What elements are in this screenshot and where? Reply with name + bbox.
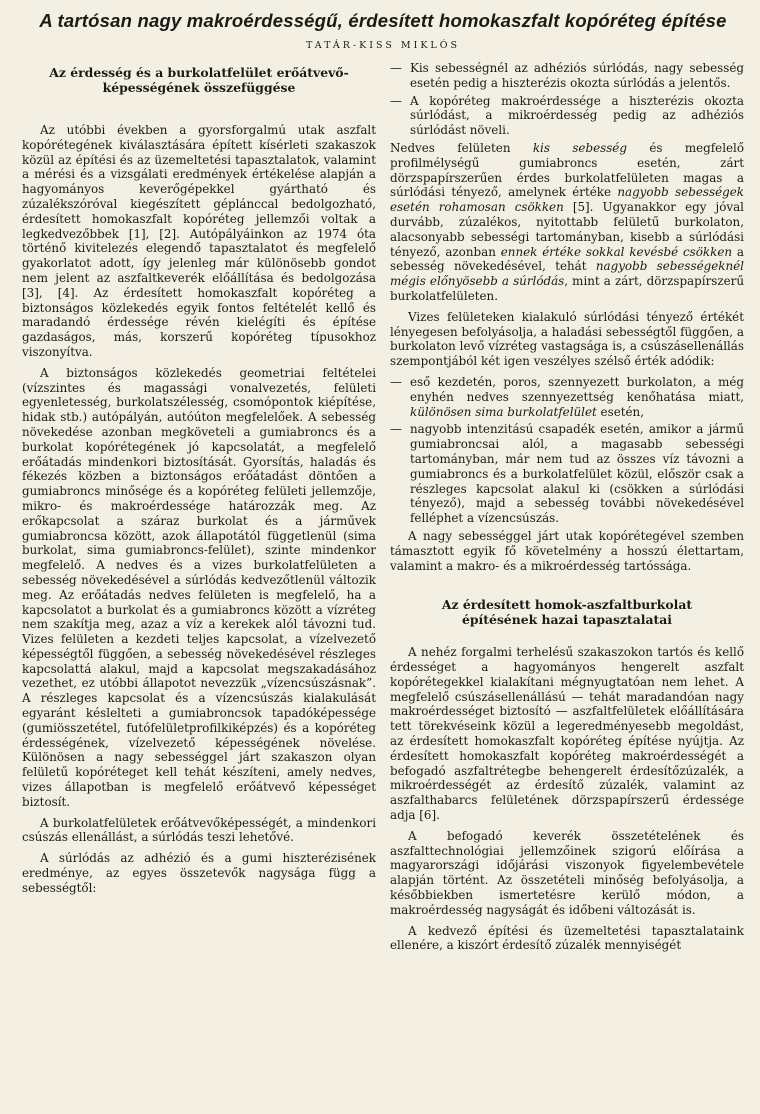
bullet-list	[390, 61, 744, 138]
paragraph: A súrlódás az adhézió és a gumi hiszterézisének eredménye, az egyes összetevők nagysága függ a sebességtől:	[22, 851, 376, 895]
article-body	[22, 61, 744, 959]
section-heading-1-line2: képességének összefüggése	[102, 80, 296, 95]
article-title: A tartósan nagy makroérdességű, érdesített homokaszfalt kopóréteg építése	[39, 10, 727, 31]
list-item: — nagyobb intenzitású csapadék esetén, amikor a jármű gumiabroncsai alól, a magasabb sebességi tartományban, már nem tud az összes víz távozni a gumiabroncs és a burkolatfelület közül, először csak a részleges kapcsolat alakul ki (csökken a súrlódási tényező), majd a sebesség további növekedésével felléphet a vízencsúszás.	[390, 422, 744, 526]
paragraph: A kedvező építési és üzemeltetési tapasztalataink ellenére, a kiszórt érdesítő zúzalék mennyiségét	[390, 923, 744, 953]
paragraph: A befogadó keverék összetételének és aszfalttechnológiai jellemzőinek szigorú előírása a magyarországi időjárási viszonyok figyelembevétele alapján történt. Az összetételi minőség befolyásolja, a későbbiekben ismertetésre kerülő módon, a makroérdesség nagyságát és időbeni változását is.	[390, 828, 744, 917]
list-item: — eső kezdetén, poros, szennyezett burkolaton, a még enyhén nedves szennyezettség kenőhatása miatt, különösen sima burkolatfelület esetén,	[390, 374, 744, 419]
dash-bullet: —	[390, 422, 402, 437]
paragraph: Vizes felületeken kialakuló súrlódási tényező értékét lényegesen befolyásolja, a haladási sebességtől függően, a burkolaton levő vízréteg vastagsága is, a csúszásellenállás szempontjából két igen veszélyes szélső érték adódik:	[390, 309, 744, 369]
dash-bullet: —	[390, 61, 402, 75]
paragraph: Az utóbbi években a gyorsforgalmú utak aszfalt kopórétegének kiválasztására épített kísérleti szakaszok közül az építési és az üzemeltetési tapasztalatok, valamint a mérési és a vizsgálati eredmények értékelése alapján a hagyományos keverőgépekkel gyártható és zúzalékszóróval kiegészített géplánccal bedolgozható, érdesített homokaszfalt kopóréteg jellemzői voltak a legkedvezőbbek [1], [2]. Autópályáinkon az 1974 óta történő kivitelezés elegendő tapasztalatot és megfelelő gyakorlatot adott, így jelenleg már különösebb gondot nem jelent az aszfaltkeverék előállítása és bedolgozása [3], [4]. Az érdesített homokaszfalt kopóréteg a biztonságos közlekedés egyik fontos feltételét kellő és maradandó érdessége révén kielégíti és építése gazdaságos, más, korszerű kopóréteg típusokhoz viszonyítva.	[22, 123, 376, 359]
section-heading-2-line1: Az érdesített homok-aszfaltburkolat	[441, 597, 693, 613]
section-heading-2-line2: építésének hazai tapasztalatai	[461, 612, 673, 628]
article-author: TATÁR-KISS MIKLÓS	[305, 40, 461, 51]
list-item: — A kopóréteg makroérdessége a hiszterézis okozta súrlódást, a mikroérdesség pedig az adhéziós súrlódást növeli.	[390, 93, 744, 138]
section-heading-2	[390, 597, 744, 627]
paragraph: A biztonságos közlekedés geometriai feltételei (vízszintes és magassági vonalvezetés, felületi egyenletesség, burkolatszélesség, csomópontok kiépítése, hidak stb.) autópályán, autóúton megfelelőek. A sebesség növekedése azonban megköveteli a gumiabroncs és a burkolat kopórétegének jó kapcsolatát, a megfelelő erőátadás mindenkori biztosítását. Gyorsítás, haladás és fékezés közben a biztonságos erőátadást döntően a gumiabroncs minősége és a kopóréteg felületi jellemzője, mikro- és makroérdessége határozzák meg. Az erőkapcsolat a száraz burkolat és a járművek gumiabroncsa között, azok állapotától függetlenül (sima burkolat, sima gumiabroncs-felület), szinte mindenkor megfelelő. A nedves és a vizes burkolatfelületen a sebesség növekedésével a súrlódás kedvezőtlenül változik meg. Az erőátadás nedves felületen is megfelelő, ha a kapcsolatot a burkolat és a gumiabroncs között a vízréteg nem szakítja meg, azaz a víz a kerekek alól távozni tud. Vizes felületen a kezdeti teljes kapcsolat, a vízelvezető képességtől függően, a sebesség növekedésével részleges kapcsolattá alakul, majd a kapcsolat megszakadásához vezethet, ez utóbbi állapotot nevezzük „vízencsúszásnak”. A részleges kapcsolat és a vízencsúszás kialakulását egyaránt késlelteti a gumiabroncsok tapadóképessége (gumiösszetétel, futófelületprofilkiképzés) és a kopóréteg érdességének, vízelvezető képességének növelése. Különösen a nagy sebességgel járt szakaszon olyan felületű kopóréteget kell tehát készíteni, amely nedves, vizes állapotban is megfelelő erőátvevő képességet biztosít.	[22, 365, 376, 809]
paragraph: A burkolatfelületek erőátvevőképességét, a mindenkori csúszás ellenállást, a súrlódás teszi lehetővé.	[22, 815, 376, 845]
dash-bullet: —	[390, 374, 402, 389]
paragraph: Nedves felületen kis sebesség és megfelelő profilmélységű gumiabroncs esetén, zárt dörzspapírszerűen érdes burkolatfelületen magas a súrlódási tényező, amelynek értéke nagyobb sebességek esetén rohamosan csökken [5]. Ugyanakkor egy jóval durvább, zúzalékos, nyitottabb felületű burkolaton, alacsonyabb sebességi tartományban, kisebb a súrlódási tényező, azonban ennek értéke sokkal kevésbé csökken a sebesség növekedésével, tehát nagyobb sebességeknél mégis előnyösebb a súrlódás, mint a zárt, dörzspapírszerű burkolatfelületen.	[390, 140, 744, 303]
left-column	[22, 61, 376, 959]
section-heading-1	[22, 65, 376, 95]
section-heading-1-line1: Az érdesség és a burkolatfelület erőátvevő-	[49, 65, 349, 80]
bullet-list	[390, 375, 744, 526]
right-column	[390, 61, 744, 959]
paragraph: A nagy sebességgel járt utak kopórétegével szemben támasztott egyik fő követelmény a hosszú élettartam, valamint a makro- és a mikroérdesség tartóssága.	[390, 528, 744, 573]
list-item: — Kis sebességnél az adhéziós súrlódás, nagy sebesség esetén pedig a hiszterézis okozta súrlódás a jelentős.	[390, 61, 744, 90]
paragraph: A nehéz forgalmi terhelésű szakaszokon tartós és kellő érdességet a hagyományos hengerelt aszfalt kopórétegekkel kialakítani mégnyugtatóan nem lehet. A megfelelő csúszásellenállású — tehát maradandóan nagy makroérdességet biztosító — aszfaltfelületek előállítására tett törekvéseink közül a legeredményesebb megoldást, az érdesített homokaszfalt kopóréteg építése nyújtja. Az érdesített homokaszfalt kopóréteg makroérdességét a befogadó aszfaltrétegbe behengerelt érdesítőzúzalék, a mikroérdességét az érdesítő zúzalék, valamint az aszfalthabarcs felületének dörzspapírszerű érdessége adja [6].	[390, 645, 744, 823]
dash-bullet: —	[390, 93, 402, 108]
